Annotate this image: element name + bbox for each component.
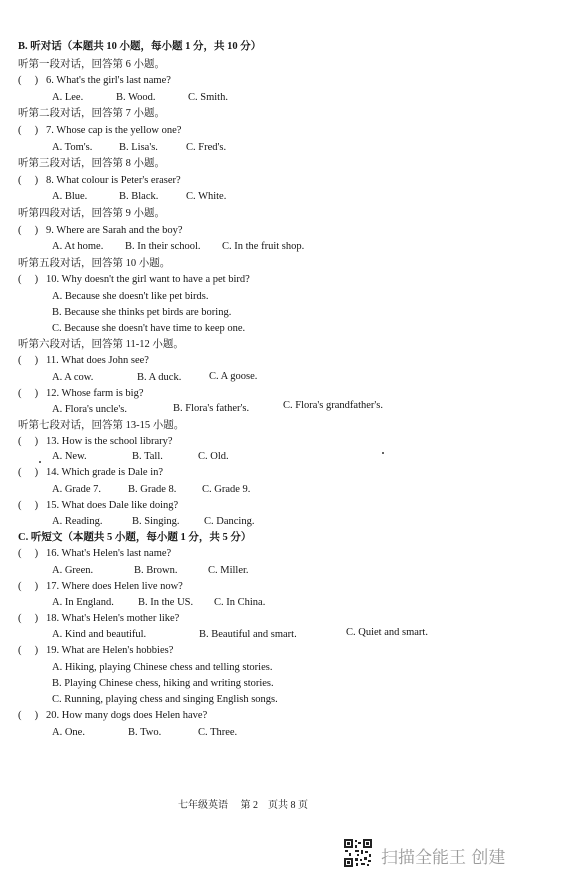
answer-blank[interactable]: ( ) (18, 175, 39, 186)
option-c: C. Fred's. (186, 142, 227, 153)
page-footer: 七年级英语 第 2 页共 8 页 (178, 800, 308, 811)
option-c: C. Quiet and smart. (346, 627, 428, 638)
question-10 (18, 273, 250, 286)
answer-blank[interactable]: ( ) (18, 355, 39, 366)
dialogue-6-instruction: 听第六段对话，回答第 11-12 小题。 (18, 339, 184, 350)
option-b: B. A duck. (137, 372, 182, 383)
option-a: A. Hiking, playing Chinese chess and telling stories. (52, 662, 273, 673)
question-15 (18, 499, 178, 512)
dialogue-3-instruction: 听第三段对话，回答第 8 小题。 (18, 158, 165, 169)
question-text: 14. Which grade is Dale in? (46, 467, 164, 478)
answer-blank[interactable]: ( ) (18, 125, 39, 136)
answer-blank[interactable]: ( ) (18, 581, 39, 592)
answer-blank[interactable]: ( ) (18, 710, 39, 721)
option-b: B. Black. (119, 191, 159, 202)
option-c: C. In China. (214, 597, 266, 608)
option-c: C. Because she doesn't have time to keep one. (52, 323, 246, 334)
answer-blank[interactable]: ( ) (18, 645, 39, 656)
question-14 (18, 466, 163, 479)
answer-blank[interactable]: ( ) (18, 613, 39, 624)
scan-speck (382, 452, 384, 454)
option-c: C. White. (186, 191, 227, 202)
option-c: C. Old. (198, 451, 229, 462)
answer-blank[interactable]: ( ) (18, 225, 39, 236)
option-c: C. Three. (198, 727, 238, 738)
option-a: A. Green. (52, 565, 94, 576)
option-b: B. In the US. (138, 597, 194, 608)
option-a: A. Tom's. (52, 142, 93, 153)
question-text: 19. What are Helen's hobbies? (46, 645, 174, 656)
option-b: B. Because she thinks pet birds are boring. (52, 307, 232, 318)
scan-speck (39, 461, 41, 463)
answer-blank[interactable]: ( ) (18, 75, 39, 86)
dialogue-1-instruction: 听第一段对话，回答第 6 小题。 (18, 59, 165, 70)
question-12 (18, 387, 144, 400)
option-a: A. Reading. (52, 516, 103, 527)
option-a: A. New. (52, 451, 87, 462)
answer-blank[interactable]: ( ) (18, 500, 39, 511)
option-a: A. Blue. (52, 191, 88, 202)
section-c-heading: C. 听短文（本题共 5 小题，每小题 1 分，共 5 分） (18, 532, 252, 543)
question-18 (18, 612, 179, 625)
option-c: C. Miller. (208, 565, 249, 576)
option-c: C. Flora's grandfather's. (283, 400, 384, 411)
question-text: 16. What's Helen's last name? (46, 548, 172, 559)
question-9 (18, 224, 183, 237)
option-c: C. Running, playing chess and singing English songs. (52, 694, 278, 705)
option-a: A. A cow. (52, 372, 94, 383)
question-text: 17. Where does Helen live now? (46, 581, 183, 592)
option-b: B. Tall. (132, 451, 163, 462)
question-7 (18, 124, 181, 137)
option-a: A. Kind and beautiful. (52, 629, 147, 640)
answer-blank[interactable]: ( ) (18, 436, 39, 447)
question-text: 8. What colour is Peter's eraser? (46, 175, 181, 186)
question-text: 10. Why doesn't the girl want to have a pet bird? (46, 274, 250, 285)
option-b: B. Playing Chinese chess, hiking and writing stories. (52, 678, 274, 689)
dialogue-2-instruction: 听第二段对话，回答第 7 小题。 (18, 108, 165, 119)
question-text: 20. How many dogs does Helen have? (46, 710, 208, 721)
option-b: B. Beautiful and smart. (199, 629, 297, 640)
option-b: B. Grade 8. (128, 484, 177, 495)
option-a: A. Grade 7. (52, 484, 101, 495)
option-b: B. Flora's father's. (173, 403, 250, 414)
dialogue-4-instruction: 听第四段对话，回答第 9 小题。 (18, 208, 165, 219)
option-a: A. In England. (52, 597, 114, 608)
question-text: 6. What's the girl's last name? (46, 75, 171, 86)
question-17 (18, 580, 183, 593)
answer-blank[interactable]: ( ) (18, 548, 39, 559)
question-16 (18, 547, 171, 560)
section-b-heading: B. 听对话（本题共 10 小题，每小题 1 分，共 10 分） (18, 41, 262, 52)
option-b: B. Wood. (116, 92, 156, 103)
option-a: A. Lee. (52, 92, 84, 103)
option-c: C. Smith. (188, 92, 228, 103)
question-20 (18, 709, 207, 722)
answer-blank[interactable]: ( ) (18, 467, 39, 478)
option-a: A. Because she doesn't like pet birds. (52, 291, 209, 302)
option-b: B. Singing. (132, 516, 180, 527)
question-text: 13. How is the school library? (46, 436, 173, 447)
answer-blank[interactable]: ( ) (18, 388, 39, 399)
option-a: A. Flora's uncle's. (52, 404, 127, 415)
option-b: B. In their school. (125, 241, 201, 252)
qr-code-icon (343, 838, 373, 868)
option-c: C. Grade 9. (202, 484, 251, 495)
dialogue-7-instruction: 听第七段对话，回答第 13-15 小题。 (18, 420, 185, 431)
option-c: C. Dancing. (204, 516, 255, 527)
question-13 (18, 435, 173, 448)
dialogue-5-instruction: 听第五段对话，回答第 10 小题。 (18, 258, 171, 269)
option-a: A. At home. (52, 241, 104, 252)
option-c: C. In the fruit shop. (222, 241, 305, 252)
scanner-watermark: 扫描全能王 创建 (381, 848, 506, 868)
option-c: C. A goose. (209, 371, 258, 382)
option-b: B. Lisa's. (119, 142, 158, 153)
question-text: 11. What does John see? (46, 355, 149, 366)
question-6 (18, 74, 171, 87)
answer-blank[interactable]: ( ) (18, 274, 39, 285)
question-11 (18, 354, 149, 367)
option-b: B. Brown. (134, 565, 178, 576)
option-a: A. One. (52, 727, 85, 738)
question-text: 15. What does Dale like doing? (46, 500, 179, 511)
question-text: 12. Whose farm is big? (46, 388, 144, 399)
question-8 (18, 174, 181, 187)
question-text: 7. Whose cap is the yellow one? (46, 125, 182, 136)
question-text: 18. What's Helen's mother like? (46, 613, 180, 624)
option-b: B. Two. (128, 727, 162, 738)
question-19 (18, 644, 173, 657)
question-text: 9. Where are Sarah and the boy? (46, 225, 183, 236)
